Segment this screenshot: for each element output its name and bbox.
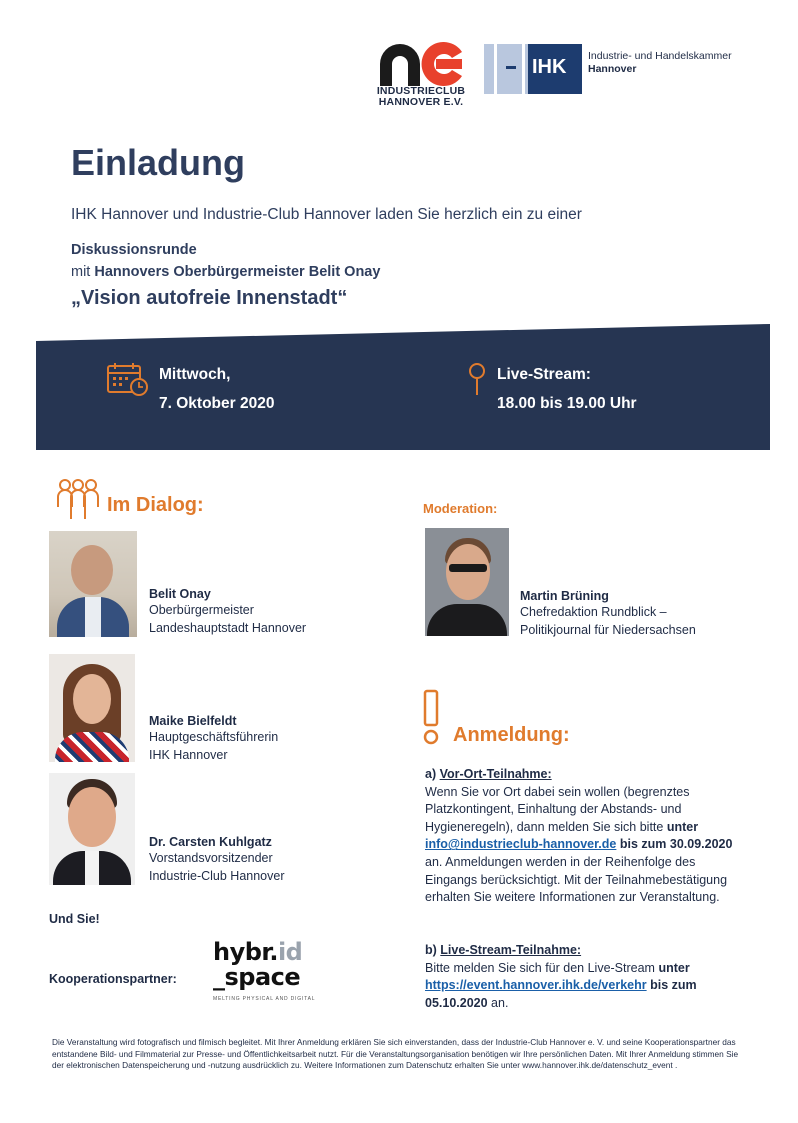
registration-stream <box>425 942 745 1012</box>
stream-an: an. <box>491 995 509 1010</box>
moderator <box>520 589 696 639</box>
guest-line <box>71 264 380 280</box>
hybrid-logo-line2: _space <box>213 963 301 991</box>
anmeldung-heading: Anmeldung: <box>453 724 570 746</box>
exclamation-icon <box>420 689 442 747</box>
stream-deadline: 05.10.2020 <box>425 995 488 1010</box>
person-carsten-kuhlgatz <box>149 835 285 885</box>
stream-registration-link[interactable]: https://event.hannover.ihk.de/verkehr <box>425 978 647 993</box>
onsite-label: a) <box>425 767 437 781</box>
onsite-text1: Wenn Sie vor Ort dabei sein wollen (begrenztes Platzkontingent, Einhaltung der Abstands- und Hygieneregeln), dann melden Sie sich bitte <box>425 784 690 834</box>
stream-title-line <box>425 942 745 960</box>
stream-unter: unter <box>658 960 690 975</box>
industrieclub-logo <box>374 42 468 122</box>
event-banner <box>36 324 770 450</box>
person-name: Belit Onay <box>149 587 211 601</box>
location-pin-icon <box>466 362 488 398</box>
guest-prefix: mit <box>71 264 91 280</box>
person-role: Vorstandsvorsitzender <box>149 851 273 865</box>
person-role: Oberbürgermeister <box>149 603 254 617</box>
photo-belit-onay <box>49 531 137 637</box>
ihk-logo <box>484 44 734 94</box>
event-date <box>159 360 274 418</box>
stream-label: Live-Stream: <box>497 366 591 383</box>
event-stream <box>497 360 637 418</box>
moderation-heading: Moderation: <box>423 501 498 516</box>
person-org: Industrie-Club Hannover <box>149 869 285 883</box>
event-date-value: 7. Oktober 2020 <box>159 395 275 412</box>
industrieclub-line2: HANNOVER E.V. <box>378 96 464 108</box>
onsite-text2: an. Anmeldungen werden in der Reihenfolge des Eingangs berücksichtigt. Mit der Teilnahmebestätigung erhalten Sie weitere Informationen zur Veranstaltung. <box>425 854 728 905</box>
stream-bis: bis zum <box>650 978 697 993</box>
ihk-mark-text: IHK <box>532 56 567 78</box>
person-belit-onay <box>149 587 306 637</box>
und-sie-text: Und Sie! <box>49 912 100 926</box>
hybrid-space-logo <box>213 940 323 1002</box>
page-title: Einladung <box>71 142 245 183</box>
photo-maike-bielfeldt <box>49 654 135 762</box>
privacy-footer: Die Veranstaltung wird fotografisch und filmisch begleitet. Mit Ihrer Anmeldung erklären Sie sich einverstanden, dass der Industrie-Club Hannover e. V. und seine Kooperationspartner das entstandene Bild- und Filmmaterial zur Presse- und Öffentlichkeitsarbeit nutzt. Für die Veranstaltungsorganisation benötigen wir Ihre persönlichen Daten. Mit Ihrer Anmeldung stimmen Sie der elektronischen Datenspeicherung und -nutzung ausdrücklich zu. Weitere Informationen zum Datenschutz erhalten Sie unter www.hannover.ihk.de/datenschutz_event . <box>52 1037 739 1071</box>
onsite-title-line <box>425 766 745 784</box>
photo-martin-bruening <box>425 528 509 636</box>
onsite-email-link[interactable]: info@industrieclub-hannover.de <box>425 837 617 852</box>
intro-text: IHK Hannover und Industrie-Club Hannover laden Sie herzlich ein zu einer <box>71 206 582 223</box>
onsite-deadline: 30.09.2020 <box>669 837 733 852</box>
moderator-org: Politikjournal für Niedersachsen <box>520 623 696 637</box>
onsite-body <box>425 784 745 907</box>
people-icon <box>56 477 100 521</box>
stream-time: 18.00 bis 19.00 Uhr <box>497 395 637 412</box>
person-role: Hauptgeschäftsführerin <box>149 730 279 744</box>
guest-name: Hannovers Oberbürgermeister Belit Onay <box>94 264 381 280</box>
discussion-label: Diskussionsrunde <box>71 242 197 258</box>
dialog-heading: Im Dialog: <box>107 494 204 516</box>
moderator-name: Martin Brüning <box>520 589 609 603</box>
person-maike-bielfeldt <box>149 714 278 764</box>
stream-reg-body <box>425 960 745 1013</box>
photo-carsten-kuhlgatz <box>49 773 135 885</box>
person-org: Landeshauptstadt Hannover <box>149 621 307 635</box>
hybrid-logo-part2: id <box>277 938 303 966</box>
onsite-title: Vor-Ort-Teilnahme: <box>439 767 552 781</box>
stream-text1: Bitte melden Sie sich für den Live-Stream <box>425 960 655 975</box>
calendar-clock-icon <box>106 361 150 397</box>
hybrid-logo-part1: hybr. <box>213 938 278 966</box>
person-name: Dr. Carsten Kuhlgatz <box>149 835 272 849</box>
moderator-role: Chefredaktion Rundblick – <box>520 605 667 619</box>
industrieclub-mark-icon <box>378 42 464 86</box>
ihk-name-line1: Industrie- und Handelskammer <box>588 50 732 62</box>
hybrid-logo-tagline: MELTING PHYSICAL AND DIGITAL <box>213 996 316 1002</box>
onsite-bis: bis zum <box>619 837 667 852</box>
ihk-name <box>588 50 732 76</box>
event-day: Mittwoch, <box>159 366 231 383</box>
stream-reg-title: Live-Stream-Teilnahme: <box>440 943 582 957</box>
event-topic: „Vision autofreie Innenstadt“ <box>71 287 348 309</box>
onsite-unter: unter <box>666 819 699 834</box>
ihk-name-line2: Hannover <box>588 63 637 75</box>
stream-reg-label: b) <box>425 943 437 957</box>
registration-onsite <box>425 766 745 907</box>
person-name: Maike Bielfeldt <box>149 714 237 728</box>
person-org: IHK Hannover <box>149 748 228 762</box>
partner-label: Kooperationspartner: <box>49 972 177 986</box>
industrieclub-line1: INDUSTRIECLUB <box>376 85 466 97</box>
ihk-mark <box>484 44 582 94</box>
